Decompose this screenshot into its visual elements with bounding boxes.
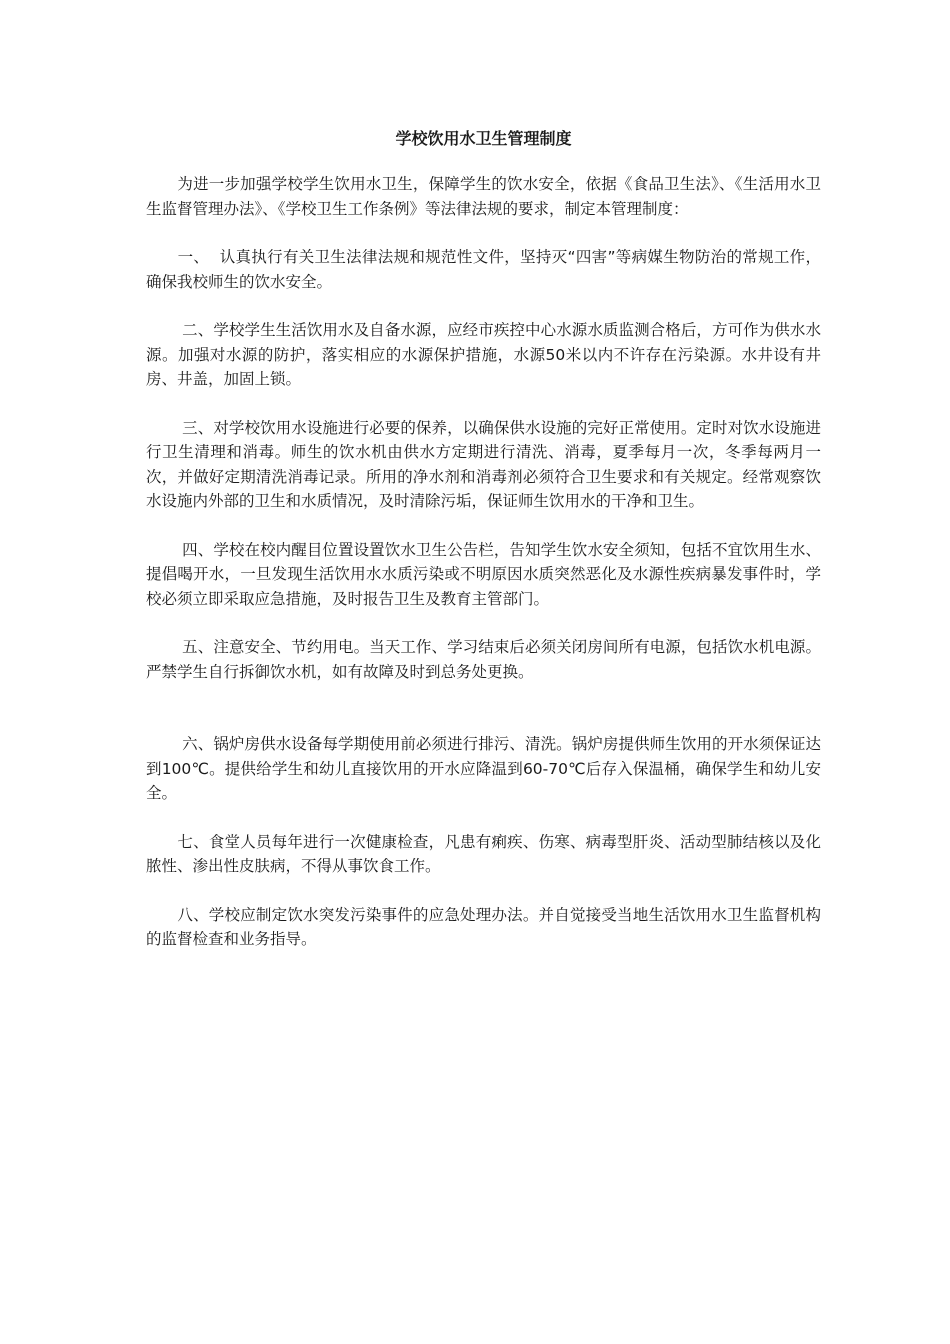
paragraph-5: 五、注意安全、节约用电。当天工作、学习结束后必须关闭房间所有电源，包括饮水机电源。严禁学生自行拆御饮水机，如有故障及时到总务处更换。 <box>146 638 821 681</box>
document-title: 学校饮用水卫生管理制度 <box>395 129 572 148</box>
intro-paragraph: 为进一步加强学校学生饮用水卫生，保障学生的饮水安全，依据《食品卫生法》、《生活用水卫生监督管理办法》、《学校卫生工作条例》等法律法规的要求，制定本管理制度： <box>146 175 821 218</box>
paragraph-3: 三、对学校饮用水设施进行必要的保养，以确保供水设施的完好正常使用。定时对饮水设施进行卫生清理和消毒。师生的饮水机由供水方定期进行清洗、消毒，夏季每月一次，冬季每两月一次，并做好定期清洗消毒记录。所用的净水剂和消毒剂必须符合卫生要求和有关规定。经常观察饮水设施内外部的卫生和水质情况，及时清除污垢，保证师生饮用水的干净和卫生。 <box>146 418 821 510</box>
paragraph-1: 一、 认真执行有关卫生法律法规和规范性文件，坚持灭“四害”等病媒生物防治的常规工作，确保我校师生的饮水安全。 <box>146 248 821 291</box>
paragraph-8: 八、学校应制定饮水突发污染事件的应急处理办法。并自觉接受当地生活饮用水卫生监督机构的监督检查和业务指导。 <box>146 905 821 948</box>
paragraph-6: 六、锅炉房供水设备每学期使用前必须进行排污、清洗。锅炉房提供师生饮用的开水须保证达到100℃。提供给学生和幼儿直接饮用的开水应降温到60-70℃后存入保温桶，确保学生和幼儿安全。 <box>146 735 821 802</box>
paragraph-4: 四、学校在校内醒目位置设置饮水卫生公告栏，告知学生饮水安全须知，包括不宜饮用生水、提倡喝开水，一旦发现生活饮用水水质污染或不明原因水质突然恶化及水源性疾病暴发事件时，学校必须立即采取应急措施，及时报告卫生及教育主管部门。 <box>146 540 821 608</box>
paragraph-7: 七、食堂人员每年进行一次健康检查，凡患有痢疾、伤寒、病毒型肝炎、活动型肺结核以及化脓性、渗出性皮肤病，不得从事饮食工作。 <box>146 832 821 875</box>
paragraph-2: 二、学校学生生活饮用水及自备水源，应经市疾控中心水源水质监测合格后，方可作为供水水源。加强对水源的防护，落实相应的水源保护措施，水源50米以内不许存在污染源。水井设有井房、井盖，加固上锁。 <box>146 321 821 388</box>
document-body <box>146 128 821 976</box>
